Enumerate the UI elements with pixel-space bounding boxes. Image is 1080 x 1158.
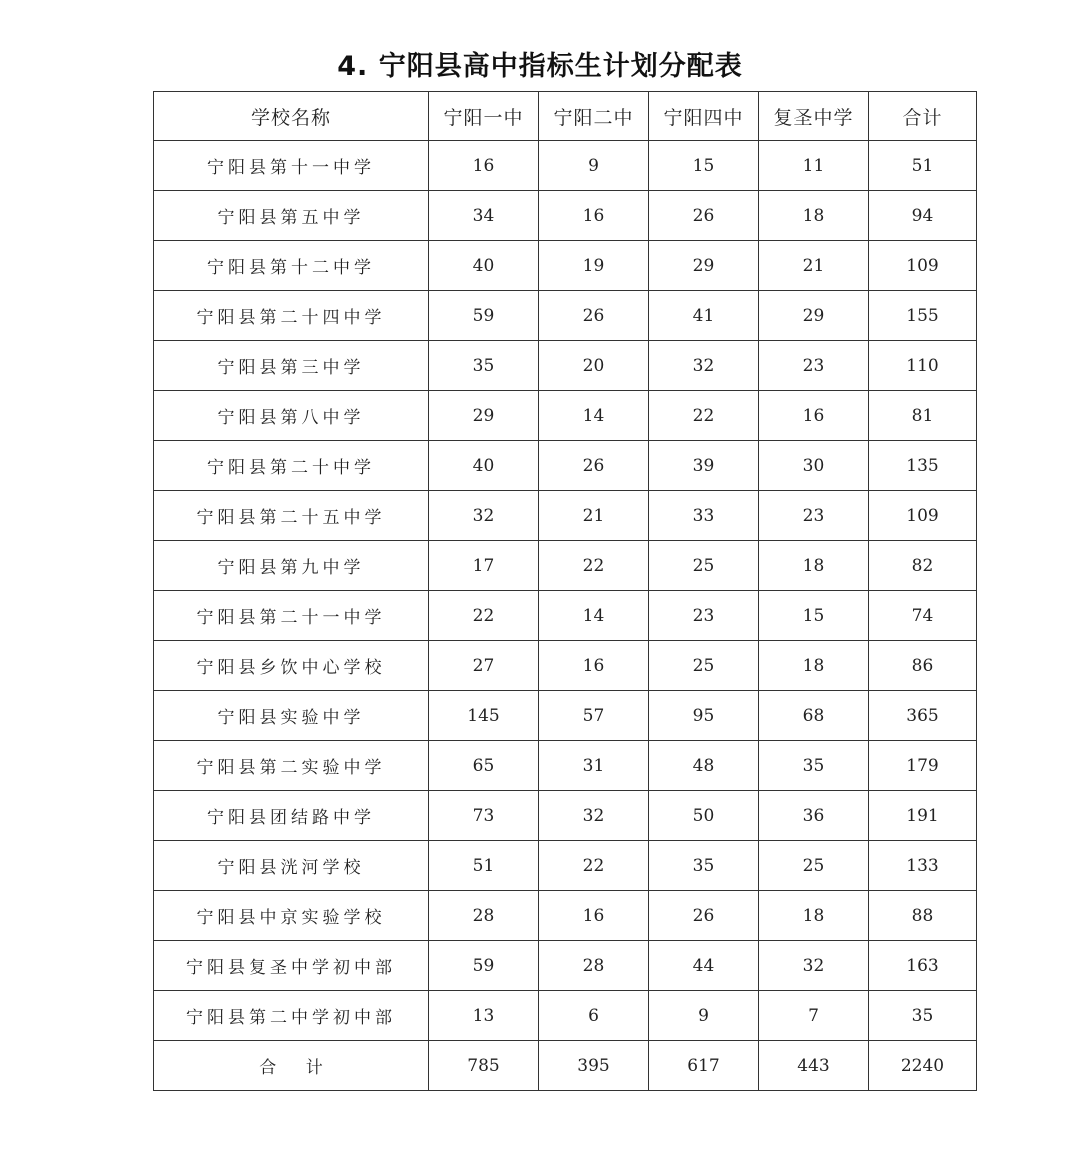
cell-value: 25 [649, 641, 759, 691]
cell-value: 29 [759, 291, 869, 341]
cell-value: 33 [649, 491, 759, 541]
cell-value: 14 [539, 391, 649, 441]
cell-value: 34 [429, 191, 539, 241]
header-total: 合计 [869, 92, 977, 141]
cell-school: 宁阳县第三中学 [154, 341, 429, 391]
cell-total: 109 [869, 241, 977, 291]
table-row [154, 891, 977, 941]
cell-total-value: 617 [649, 1041, 759, 1091]
cell-value: 23 [649, 591, 759, 641]
cell-value: 32 [539, 791, 649, 841]
cell-value: 41 [649, 291, 759, 341]
header-ningyang-no2: 宁阳二中 [539, 92, 649, 141]
cell-value: 31 [539, 741, 649, 791]
cell-total: 74 [869, 591, 977, 641]
header-ningyang-no4: 宁阳四中 [649, 92, 759, 141]
cell-value: 18 [759, 191, 869, 241]
cell-total-value: 785 [429, 1041, 539, 1091]
table-row [154, 991, 977, 1041]
cell-value: 23 [759, 341, 869, 391]
cell-total-value: 395 [539, 1041, 649, 1091]
cell-value: 32 [429, 491, 539, 541]
cell-school: 宁阳县实验中学 [154, 691, 429, 741]
cell-school: 宁阳县中京实验学校 [154, 891, 429, 941]
cell-school: 宁阳县第二中学初中部 [154, 991, 429, 1041]
cell-total: 88 [869, 891, 977, 941]
cell-school: 宁阳县第八中学 [154, 391, 429, 441]
cell-value: 20 [539, 341, 649, 391]
cell-value: 18 [759, 891, 869, 941]
header-fusheng: 复圣中学 [759, 92, 869, 141]
cell-total-label: 合 计 [154, 1041, 429, 1091]
table-row [154, 141, 977, 191]
cell-total: 191 [869, 791, 977, 841]
table-row [154, 541, 977, 591]
cell-value: 35 [759, 741, 869, 791]
cell-school: 宁阳县第二十五中学 [154, 491, 429, 541]
cell-value: 36 [759, 791, 869, 841]
cell-value: 16 [539, 891, 649, 941]
cell-total: 365 [869, 691, 977, 741]
cell-total-value: 443 [759, 1041, 869, 1091]
table-row [154, 391, 977, 441]
table-row [154, 241, 977, 291]
total-row [154, 1041, 977, 1091]
table-row [154, 691, 977, 741]
cell-school: 宁阳县第十一中学 [154, 141, 429, 191]
cell-value: 15 [649, 141, 759, 191]
cell-value: 13 [429, 991, 539, 1041]
cell-value: 29 [649, 241, 759, 291]
cell-value: 19 [539, 241, 649, 291]
cell-value: 22 [539, 541, 649, 591]
cell-value: 40 [429, 441, 539, 491]
cell-value: 32 [759, 941, 869, 991]
cell-value: 11 [759, 141, 869, 191]
cell-total: 163 [869, 941, 977, 991]
cell-value: 59 [429, 941, 539, 991]
cell-value: 48 [649, 741, 759, 791]
cell-value: 65 [429, 741, 539, 791]
cell-school: 宁阳县第十二中学 [154, 241, 429, 291]
cell-value: 30 [759, 441, 869, 491]
cell-value: 50 [649, 791, 759, 841]
cell-value: 26 [539, 441, 649, 491]
allocation-table [153, 91, 977, 1091]
cell-value: 35 [649, 841, 759, 891]
cell-total: 81 [869, 391, 977, 441]
table-row [154, 641, 977, 691]
cell-value: 26 [649, 891, 759, 941]
cell-value: 22 [649, 391, 759, 441]
cell-value: 16 [539, 641, 649, 691]
table-header-row [154, 92, 977, 141]
cell-value: 22 [539, 841, 649, 891]
table-row [154, 791, 977, 841]
cell-school: 宁阳县第二十一中学 [154, 591, 429, 641]
table-row [154, 841, 977, 891]
cell-value: 26 [649, 191, 759, 241]
cell-total: 110 [869, 341, 977, 391]
cell-value: 28 [429, 891, 539, 941]
cell-value: 68 [759, 691, 869, 741]
cell-grand-total: 2240 [869, 1041, 977, 1091]
cell-value: 25 [759, 841, 869, 891]
cell-value: 9 [539, 141, 649, 191]
cell-school: 宁阳县第五中学 [154, 191, 429, 241]
table-row [154, 191, 977, 241]
cell-value: 14 [539, 591, 649, 641]
cell-school: 宁阳县第二实验中学 [154, 741, 429, 791]
cell-value: 16 [759, 391, 869, 441]
cell-value: 16 [429, 141, 539, 191]
cell-value: 21 [539, 491, 649, 541]
cell-total: 94 [869, 191, 977, 241]
table-row [154, 441, 977, 491]
cell-school: 宁阳县复圣中学初中部 [154, 941, 429, 991]
cell-total: 86 [869, 641, 977, 691]
cell-value: 95 [649, 691, 759, 741]
cell-value: 51 [429, 841, 539, 891]
header-school-name: 学校名称 [154, 92, 429, 141]
table-row [154, 491, 977, 541]
table-row [154, 591, 977, 641]
cell-value: 26 [539, 291, 649, 341]
cell-school: 宁阳县乡饮中心学校 [154, 641, 429, 691]
cell-value: 7 [759, 991, 869, 1041]
cell-total: 35 [869, 991, 977, 1041]
cell-value: 145 [429, 691, 539, 741]
cell-total: 179 [869, 741, 977, 791]
cell-value: 35 [429, 341, 539, 391]
cell-value: 39 [649, 441, 759, 491]
cell-value: 15 [759, 591, 869, 641]
cell-school: 宁阳县第二十中学 [154, 441, 429, 491]
cell-value: 18 [759, 541, 869, 591]
cell-value: 57 [539, 691, 649, 741]
cell-value: 17 [429, 541, 539, 591]
cell-value: 32 [649, 341, 759, 391]
cell-value: 18 [759, 641, 869, 691]
table-row [154, 291, 977, 341]
cell-school: 宁阳县团结路中学 [154, 791, 429, 841]
table-row [154, 741, 977, 791]
cell-value: 40 [429, 241, 539, 291]
cell-value: 21 [759, 241, 869, 291]
cell-value: 23 [759, 491, 869, 541]
cell-total: 155 [869, 291, 977, 341]
cell-value: 16 [539, 191, 649, 241]
cell-value: 59 [429, 291, 539, 341]
page-title: 4. 宁阳县高中指标生计划分配表 [337, 51, 743, 82]
table-row [154, 341, 977, 391]
cell-value: 73 [429, 791, 539, 841]
cell-total: 51 [869, 141, 977, 191]
cell-value: 9 [649, 991, 759, 1041]
table-body [154, 141, 977, 1091]
cell-total: 82 [869, 541, 977, 591]
cell-value: 28 [539, 941, 649, 991]
cell-value: 22 [429, 591, 539, 641]
table-row [154, 941, 977, 991]
cell-school: 宁阳县第二十四中学 [154, 291, 429, 341]
cell-total: 109 [869, 491, 977, 541]
cell-total: 135 [869, 441, 977, 491]
cell-school: 宁阳县第九中学 [154, 541, 429, 591]
cell-value: 44 [649, 941, 759, 991]
cell-value: 29 [429, 391, 539, 441]
cell-school: 宁阳县洸河学校 [154, 841, 429, 891]
cell-value: 25 [649, 541, 759, 591]
cell-value: 27 [429, 641, 539, 691]
cell-value: 6 [539, 991, 649, 1041]
header-ningyang-no1: 宁阳一中 [429, 92, 539, 141]
cell-total: 133 [869, 841, 977, 891]
